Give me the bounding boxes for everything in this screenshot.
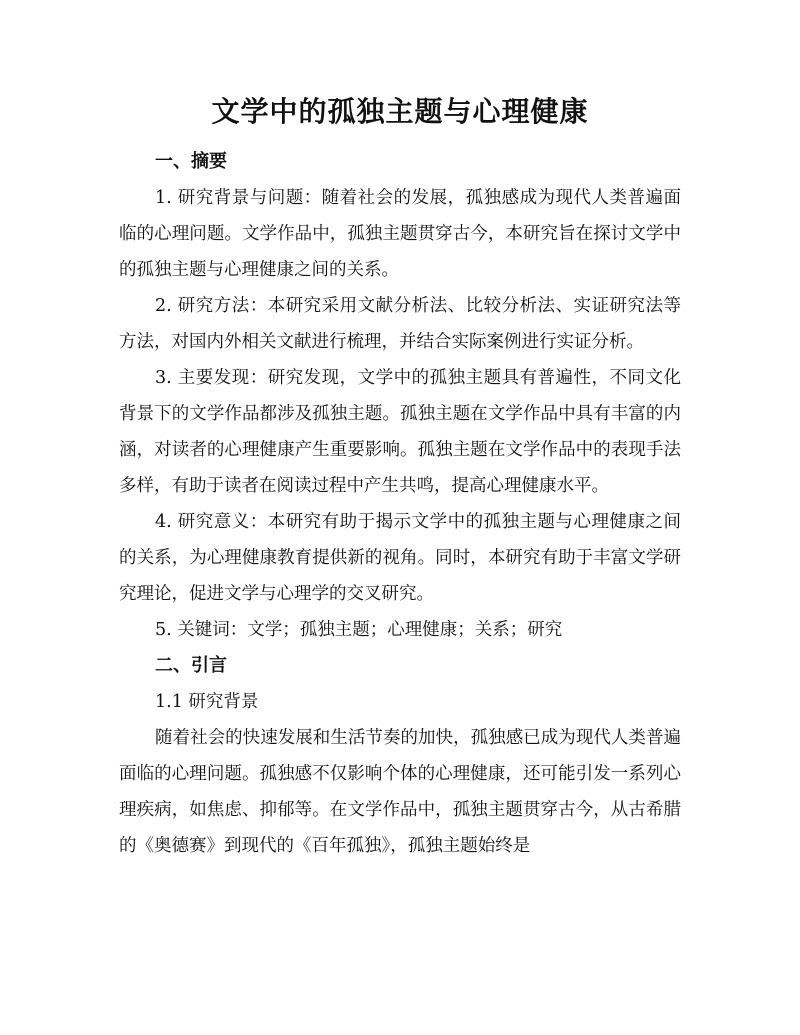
subsection-heading-background: 1.1 研究背景 — [155, 692, 259, 712]
abstract-paragraph-significance: 4. 研究意义：本研究有助于揭示文学中的孤独主题与心理健康之间的关系，为心理健康教育提供新的视角。同时，本研究有助于丰富文学研究理论，促进文学与心理学的交叉研究。 — [119, 512, 681, 604]
abstract-paragraph-background: 1. 研究背景与问题：随着社会的发展，孤独感成为现代人类普遍面临的心理问题。文学作品中，孤独主题贯穿古今，本研究旨在探讨文学中的孤独主题与心理健康之间的关系。 — [119, 188, 681, 280]
section-heading-introduction: 二、引言 — [155, 655, 227, 676]
section-heading-abstract: 一、摘要 — [155, 151, 227, 172]
page-title: 文学中的孤独主题与心理健康 — [211, 95, 589, 128]
introduction-paragraph: 随着社会的快速发展和生活节奏的加快，孤独感已成为现代人类普遍面临的心理问题。孤独感不仅影响个体的心理健康，还可能引发一系列心理疾病，如焦虑、抑郁等。在文学作品中，孤独主题贯穿古今，从古希腊的《奥德赛》到现代的《百年孤独》，孤独主题始终是 — [119, 728, 681, 856]
abstract-paragraph-findings: 3. 主要发现：研究发现，文学中的孤独主题具有普遍性，不同文化背景下的文学作品都涉及孤独主题。孤独主题在文学作品中具有丰富的内涵，对读者的心理健康产生重要影响。孤独主题在文学作品中的表现手法多样，有助于读者在阅读过程中产生共鸣，提高心理健康水平。 — [119, 368, 681, 496]
abstract-paragraph-methods: 2. 研究方法：本研究采用文献分析法、比较分析法、实证研究法等方法，对国内外相关文献进行梳理，并结合实际案例进行实证分析。 — [119, 296, 681, 352]
abstract-paragraph-keywords: 5. 关键词：文学；孤独主题；心理健康；关系；研究 — [155, 620, 563, 640]
document-body — [119, 144, 681, 864]
